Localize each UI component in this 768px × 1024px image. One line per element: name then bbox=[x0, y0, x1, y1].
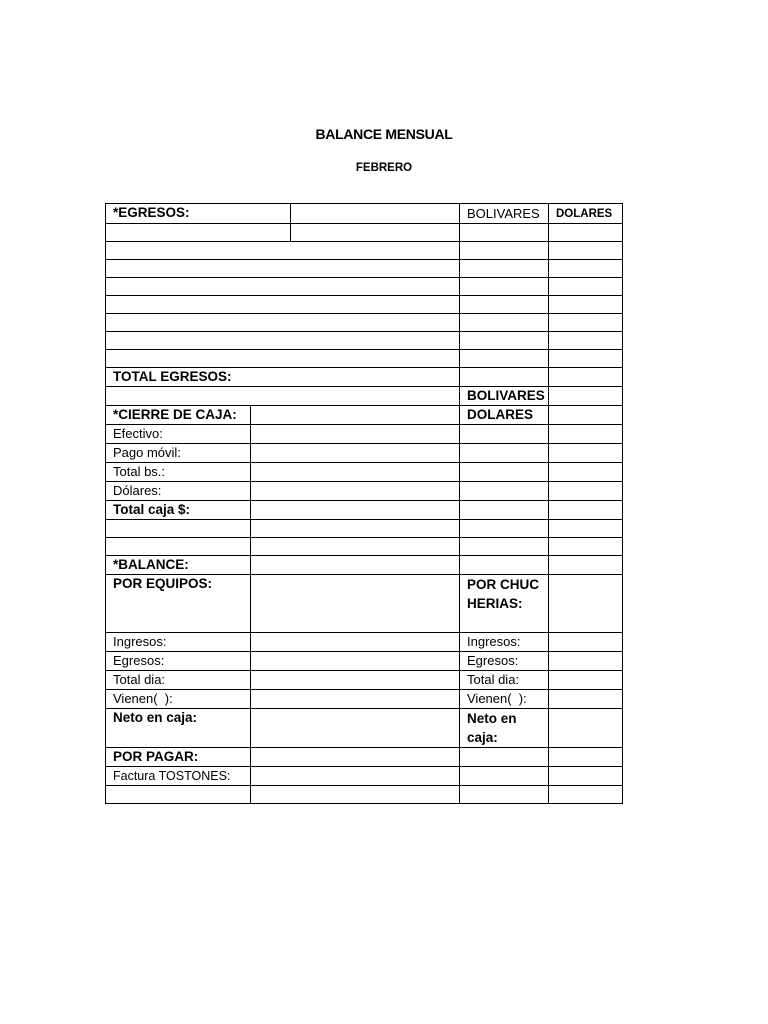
cierre-cell[interactable] bbox=[549, 425, 623, 444]
chucherias-row-label: Vienen( ): bbox=[460, 690, 549, 709]
equipos-cell[interactable] bbox=[251, 671, 460, 690]
egresos-cell[interactable] bbox=[106, 314, 460, 332]
cierre-spacer bbox=[106, 387, 460, 406]
egresos-cell[interactable] bbox=[460, 296, 549, 314]
por-pagar-cell[interactable] bbox=[460, 748, 549, 767]
empty-cell[interactable] bbox=[549, 520, 623, 538]
cierre-label: *CIERRE DE CAJA: bbox=[106, 406, 251, 425]
egresos-cell[interactable] bbox=[460, 242, 549, 260]
balance-cell[interactable] bbox=[460, 556, 549, 575]
por-pagar-cell[interactable] bbox=[251, 767, 460, 786]
total-egresos-dolares[interactable] bbox=[549, 368, 623, 387]
cierre-dolares-value[interactable] bbox=[549, 406, 623, 425]
cierre-cell[interactable] bbox=[460, 463, 549, 482]
egresos-header-row bbox=[106, 204, 623, 224]
por-pagar-cell[interactable] bbox=[460, 786, 549, 804]
por-equipos-label: POR EQUIPOS: bbox=[106, 575, 251, 633]
egresos-cell[interactable] bbox=[460, 350, 549, 368]
cierre-cell[interactable] bbox=[251, 444, 460, 463]
egresos-dolares-header: DOLARES bbox=[549, 204, 623, 224]
egresos-cell[interactable] bbox=[460, 278, 549, 296]
egresos-row bbox=[106, 242, 623, 260]
egresos-cell[interactable] bbox=[106, 296, 460, 314]
egresos-row bbox=[106, 350, 623, 368]
egresos-row bbox=[106, 278, 623, 296]
balance-label: *BALANCE: bbox=[106, 556, 251, 575]
cierre-row bbox=[106, 463, 623, 482]
egresos-cell[interactable] bbox=[549, 242, 623, 260]
balance-row bbox=[106, 690, 623, 709]
chucherias-row-label: Egresos: bbox=[460, 652, 549, 671]
egresos-desc-cell[interactable] bbox=[291, 204, 460, 224]
cierre-cell[interactable] bbox=[549, 463, 623, 482]
egresos-row bbox=[106, 260, 623, 278]
document-month: FEBRERO bbox=[355, 162, 413, 174]
egresos-cell[interactable] bbox=[106, 278, 460, 296]
empty-cell[interactable] bbox=[460, 538, 549, 556]
total-caja-row bbox=[106, 501, 623, 520]
balance-header-row bbox=[106, 556, 623, 575]
balance-row bbox=[106, 671, 623, 690]
neto-row bbox=[106, 709, 623, 748]
por-pagar-cell[interactable] bbox=[460, 767, 549, 786]
cierre-row-label: Dólares: bbox=[106, 482, 251, 501]
chucherias-neto-label: Neto en caja: bbox=[460, 709, 549, 748]
egresos-cell[interactable] bbox=[549, 278, 623, 296]
balance-row bbox=[106, 633, 623, 652]
egresos-cell[interactable] bbox=[460, 314, 549, 332]
egresos-cell[interactable] bbox=[549, 332, 623, 350]
equipos-row-label: Ingresos: bbox=[106, 633, 251, 652]
egresos-cell[interactable] bbox=[549, 314, 623, 332]
cierre-row bbox=[106, 482, 623, 501]
cierre-row-label: Efectivo: bbox=[106, 425, 251, 444]
empty-row bbox=[106, 538, 623, 556]
balance-cell[interactable] bbox=[549, 556, 623, 575]
cierre-cell[interactable] bbox=[549, 482, 623, 501]
cierre-cell[interactable] bbox=[460, 482, 549, 501]
cierre-cell[interactable] bbox=[251, 463, 460, 482]
cierre-cell[interactable] bbox=[251, 425, 460, 444]
total-egresos-label: TOTAL EGRESOS: bbox=[106, 368, 460, 387]
egresos-cell[interactable] bbox=[549, 350, 623, 368]
equipos-neto-value[interactable] bbox=[251, 709, 460, 748]
egresos-cell[interactable] bbox=[549, 224, 623, 242]
balance-row bbox=[106, 652, 623, 671]
cierre-dolares-header: DOLARES bbox=[460, 406, 549, 425]
equipos-neto-label: Neto en caja: bbox=[106, 709, 251, 748]
cierre-cell[interactable] bbox=[460, 425, 549, 444]
chucherias-cell[interactable] bbox=[549, 671, 623, 690]
cierre-row bbox=[106, 444, 623, 463]
total-caja-label: Total caja $: bbox=[106, 501, 251, 520]
egresos-cell[interactable] bbox=[291, 224, 460, 242]
egresos-cell[interactable] bbox=[106, 242, 460, 260]
por-pagar-cell[interactable] bbox=[549, 786, 623, 804]
por-chucherias-label: POR CHUCHERIAS: bbox=[460, 575, 549, 633]
equipos-row-label: Egresos: bbox=[106, 652, 251, 671]
cierre-bolivares-header: BOLIVARES bbox=[460, 387, 549, 406]
egresos-bolivares-header: BOLIVARES bbox=[460, 204, 549, 224]
total-caja-cell[interactable] bbox=[460, 501, 549, 520]
por-pagar-cell[interactable] bbox=[251, 748, 460, 767]
egresos-row bbox=[106, 332, 623, 350]
cierre-header-row bbox=[106, 406, 623, 425]
por-pagar-cell[interactable] bbox=[549, 767, 623, 786]
por-pagar-cell[interactable] bbox=[106, 786, 251, 804]
por-equipos-value[interactable] bbox=[251, 575, 460, 633]
chucherias-row-label: Total dia: bbox=[460, 671, 549, 690]
egresos-cell[interactable] bbox=[549, 260, 623, 278]
por-pagar-row bbox=[106, 767, 623, 786]
empty-cell[interactable] bbox=[106, 520, 251, 538]
cierre-bolivares-value[interactable] bbox=[549, 387, 623, 406]
chucherias-cell[interactable] bbox=[549, 652, 623, 671]
equipos-row-label: Vienen( ): bbox=[106, 690, 251, 709]
total-egresos-row bbox=[106, 368, 623, 387]
balance-cell[interactable] bbox=[251, 556, 460, 575]
chucherias-row-label: Ingresos: bbox=[460, 633, 549, 652]
por-chucherias-value[interactable] bbox=[549, 575, 623, 633]
egresos-cell[interactable] bbox=[106, 260, 460, 278]
egresos-cell[interactable] bbox=[106, 332, 460, 350]
empty-cell[interactable] bbox=[106, 538, 251, 556]
balance-table bbox=[105, 203, 622, 804]
chucherias-cell[interactable] bbox=[549, 690, 623, 709]
total-caja-cell[interactable] bbox=[251, 501, 460, 520]
egresos-cell[interactable] bbox=[460, 332, 549, 350]
egresos-cell[interactable] bbox=[106, 350, 460, 368]
total-caja-cell[interactable] bbox=[549, 501, 623, 520]
egresos-cell[interactable] bbox=[106, 224, 291, 242]
empty-row bbox=[106, 520, 623, 538]
cierre-cell[interactable] bbox=[549, 444, 623, 463]
equipos-cell[interactable] bbox=[251, 633, 460, 652]
egresos-cell[interactable] bbox=[460, 260, 549, 278]
por-pagar-row bbox=[106, 786, 623, 804]
cierre-row bbox=[106, 425, 623, 444]
equipos-row-label: Total dia: bbox=[106, 671, 251, 690]
total-egresos-bolivares[interactable] bbox=[460, 368, 549, 387]
empty-cell[interactable] bbox=[251, 538, 460, 556]
document-title: BALANCE MENSUAL bbox=[315, 126, 453, 142]
egresos-row bbox=[106, 224, 623, 242]
cierre-cell[interactable] bbox=[460, 444, 549, 463]
egresos-label: *EGRESOS: bbox=[106, 204, 291, 224]
cierre-desc-cell[interactable] bbox=[251, 406, 460, 425]
empty-cell[interactable] bbox=[251, 520, 460, 538]
balance-categories-row bbox=[106, 575, 623, 633]
chucherias-neto-value[interactable] bbox=[549, 709, 623, 748]
por-pagar-item-label: Factura TOSTONES: bbox=[106, 767, 251, 786]
por-pagar-header-row bbox=[106, 748, 623, 767]
cierre-row-label: Total bs.: bbox=[106, 463, 251, 482]
por-pagar-cell[interactable] bbox=[251, 786, 460, 804]
cierre-cell[interactable] bbox=[251, 482, 460, 501]
egresos-row bbox=[106, 296, 623, 314]
cierre-row-label: Pago móvil: bbox=[106, 444, 251, 463]
por-pagar-cell[interactable] bbox=[549, 748, 623, 767]
por-pagar-label: POR PAGAR: bbox=[106, 748, 251, 767]
empty-cell[interactable] bbox=[460, 520, 549, 538]
egresos-cell[interactable] bbox=[549, 296, 623, 314]
equipos-cell[interactable] bbox=[251, 652, 460, 671]
equipos-cell[interactable] bbox=[251, 690, 460, 709]
egresos-cell[interactable] bbox=[460, 224, 549, 242]
empty-cell[interactable] bbox=[549, 538, 623, 556]
egresos-row bbox=[106, 314, 623, 332]
cierre-currency-row bbox=[106, 387, 623, 406]
chucherias-cell[interactable] bbox=[549, 633, 623, 652]
